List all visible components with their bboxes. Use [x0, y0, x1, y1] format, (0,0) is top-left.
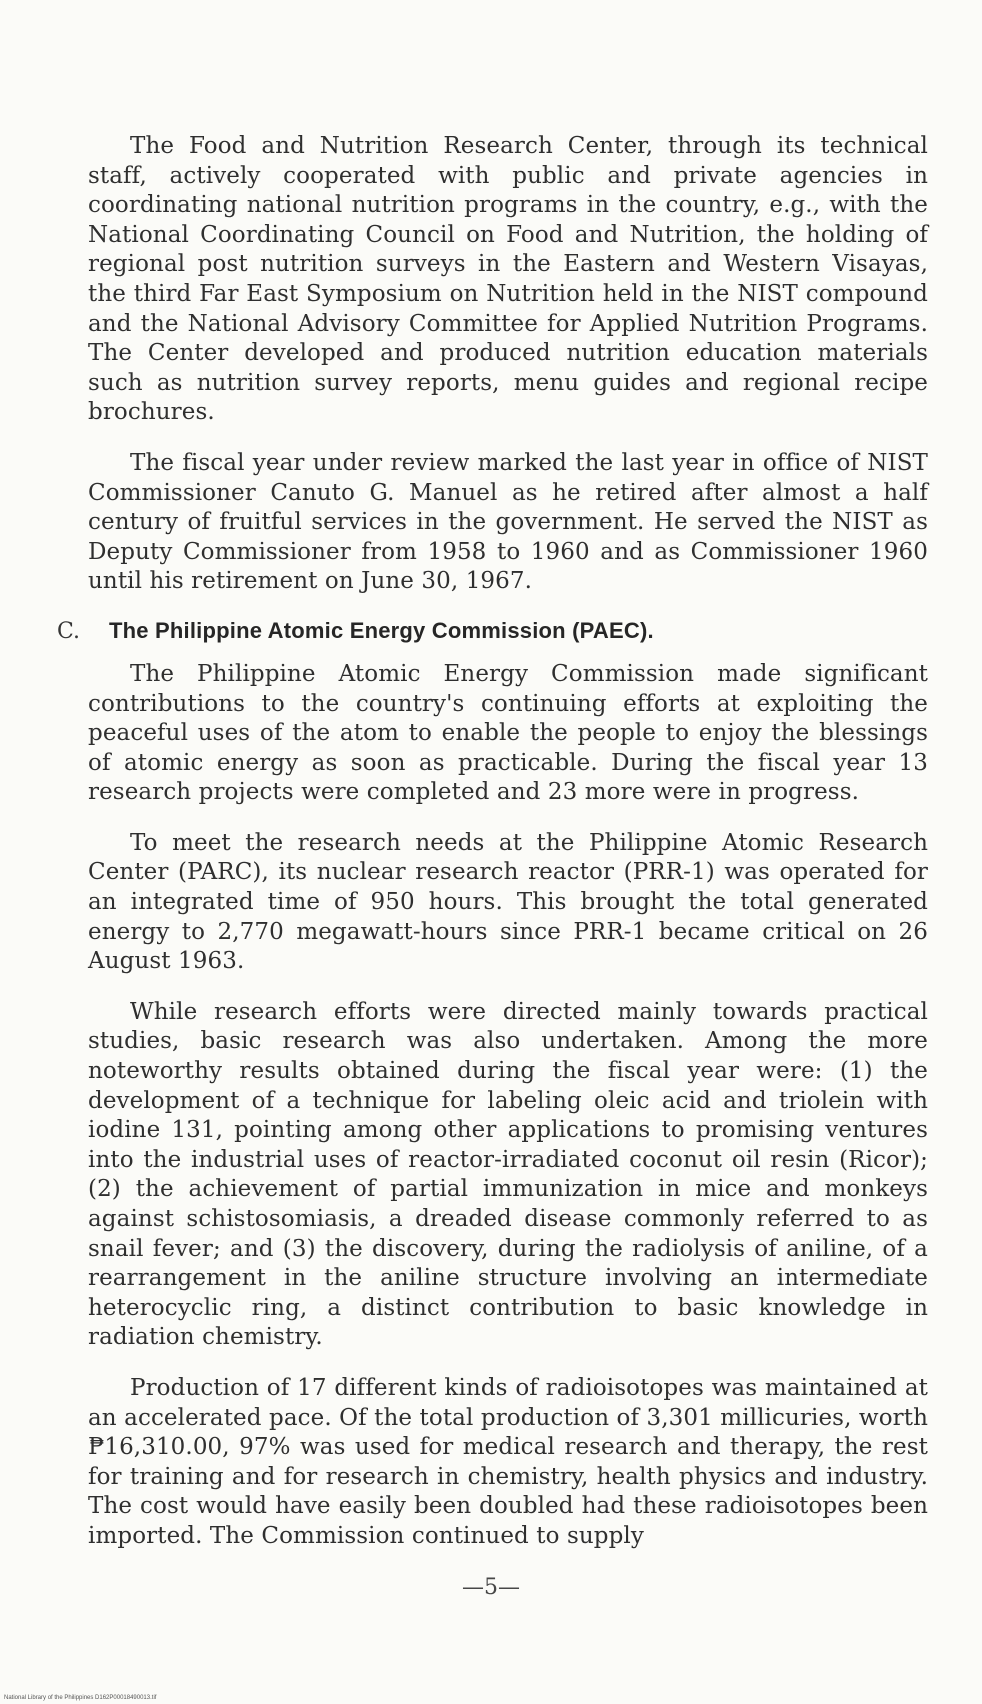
paragraph-paec-contributions: The Philippine Atomic Energy Commission made significant contributions to the country's continuing efforts at exploiting the peaceful uses of the atom to enable the people to enjoy the blessings of atomic energy as soon as practicable. During the fiscal year 13 research projects were completed and 23 more were in progress.	[88, 660, 928, 806]
section-letter: C.	[57, 618, 81, 644]
footer-stamp: National Library of the Philippines D162P00018490013.tif	[4, 1695, 157, 1701]
paragraph-fnrc-cooperation: The Food and Nutrition Research Center, through its technical staff, actively cooperated with public and private agencies in coordinating national nutrition programs in the country, e.g., with the National Coordinating Council on Food and Nutrition, the holding of regional post nutrition surveys in the Eastern and Western Visayas, the third Far East Symposium on Nutrition held in the NIST compound and the National Advisory Committee for Applied Nutrition Programs. The Center developed and produced nutrition education materials such as nutrition survey reports, menu guides and regional recipe brochures.	[88, 133, 928, 426]
paragraph-reactor-operation: To meet the research needs at the Philippine Atomic Research Center (PARC), its nuclear research reactor (PRR-1) was operated for an integrated time of 950 hours. This brought the total generated energy to 2,770 megawatt-hours since PRR-1 became critical on 26 August 1963.	[88, 829, 928, 975]
page-number: —5—	[462, 1575, 520, 1600]
section-heading-paec	[57, 618, 928, 644]
paragraph-commissioner-retirement: The fiscal year under review marked the last year in office of NIST Commissioner Canuto G. Manuel as he retired after almost a half century of fruitful services in the government. He served the NIST as Deputy Commissioner from 1958 to 1960 and as Commissioner 1960 until his retirement on June 30, 1967.	[88, 449, 928, 595]
paragraph-research-results: While research efforts were directed mainly towards practical studies, basic research was also undertaken. Among the more noteworthy results obtained during the fiscal year were: (1) the development of a technique for labeling oleic acid and triolein with iodine 131, pointing among other applications to promising ventures into the industrial uses of reactor-irradiated coconut oil resin (Ricor); (2) the achievement of partial immunization in mice and monkeys against schistosomiasis, a dreaded disease commonly referred to as snail fever; and (3) the discovery, during the radiolysis of aniline, of a rearrangement in the aniline structure involving an intermediate heterocyclic ring, a distinct contribution to basic knowledge in radiation chemistry.	[88, 998, 928, 1351]
section-title: The Philippine Atomic Energy Commission (PAEC).	[109, 617, 654, 643]
paragraph-radioisotope-production: Production of 17 different kinds of radioisotopes was maintained at an accelerated pace. Of the total production of 3,301 millicuries, worth ₱16,310.00, 97% was used for medical research and therapy, the rest for training and for research in chemistry, health physics and industry. The cost would have easily been doubled had these radioisotopes been imported. The Commission continued to supply	[88, 1374, 928, 1549]
document-page	[57, 132, 928, 1573]
